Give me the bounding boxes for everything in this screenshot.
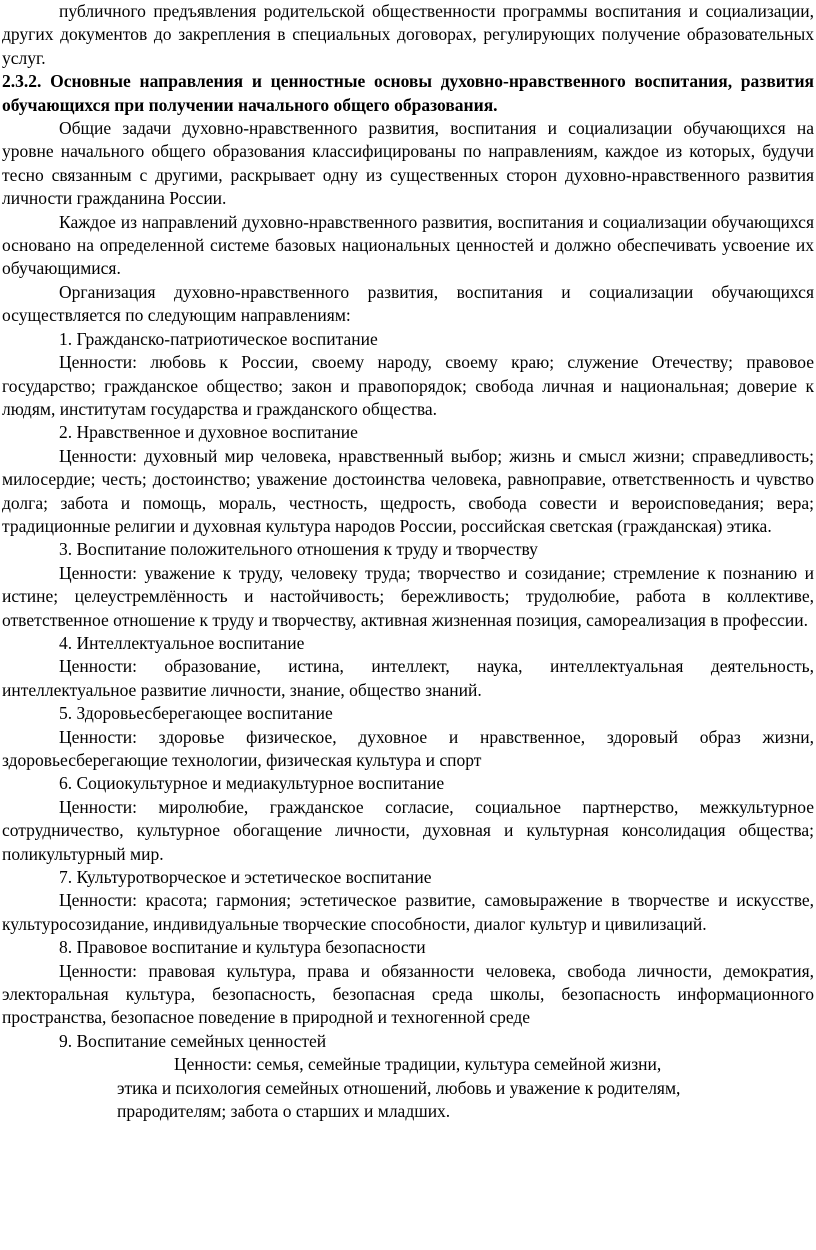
- section-heading: 2.3.2. Основные направления и ценностные основы духовно-нравственного воспитания, развития обучающихся при получении начального общего образования.: [2, 71, 814, 115]
- body-paragraph: Организация духовно-нравственного развития, воспитания и социализации обучающихся осуществляется по следующим направлениям:: [2, 281, 814, 326]
- direction-values: Ценности: правовая культура, права и обязанности человека, свобода личности, демократия, электоральная культура, безопасность, безопасная среда школы, безопасность информационного пространства, безопасное поведение в природной и техногенной среде: [2, 960, 814, 1028]
- direction-title: 8. Правовое воспитание и культура безопасности: [59, 937, 426, 958]
- direction-title: 4. Интеллектуальное воспитание: [59, 632, 305, 653]
- body-paragraph: Общие задачи духовно-нравственного развития, воспитания и социализации обучающихся на уровне начального общего образования классифицированы по направлениям, каждое из которых, будучи тесно связанным с другими, раскрывает одну из существенных сторон духовно-нравственного развития личности гражданина России.: [2, 118, 814, 209]
- direction-values: Ценности: красота; гармония; эстетическое развитие, самовыражение в творчестве и искусстве, культуросозидание, индивидуальные творческие способности, диалог культур и цивилизаций.: [2, 890, 814, 934]
- direction-values: Ценности: любовь к России, своему народу, своему краю; служение Отечеству; правовое государство; гражданское общество; закон и правопорядок; свобода личная и национальная; доверие к людям, институтам государства и гражданского общества.: [2, 352, 814, 419]
- direction-values: Ценности: семья, семейные традиции, культура семейной жизни, этика и психология семейных отношений, любовь и уважение к родителям, прародителям; забота о старших и младших.: [117, 1054, 681, 1122]
- intro-paragraph: публичного предъявления родительской общественности программы воспитания и социализации, других документов до закрепления в специальных договорах, регулирующих получение образовательных услуг.: [2, 1, 814, 68]
- direction-title: 7. Культуротворческое и эстетическое воспитание: [59, 867, 432, 888]
- direction-values: Ценности: духовный мир человека, нравственный выбор; жизнь и смысл жизни; справедливость; милосердие; честь; достоинство; уважение достоинства человека, равноправие, ответственность и чувство долга; забота и помощь, мораль, честность, щедрость, свобода совести и вероисповедания; вера; традиционные религии и духовная культура народов России, российская светская (гражданская) этика.: [2, 445, 814, 536]
- direction-title: 5. Здоровьесберегающее воспитание: [59, 703, 333, 724]
- body-paragraph: Каждое из направлений духовно-нравственного развития, воспитания и социализации обучающихся основано на определенной системе базовых национальных ценностей и должно обеспечивать усвоение их обучающимися.: [2, 211, 814, 279]
- direction-values: Ценности: образование, истина, интеллект, наука, интеллектуальная деятельность, интеллектуальное развитие личности, знание, общество знаний.: [2, 656, 814, 700]
- direction-values: Ценности: уважение к труду, человеку труда; творчество и созидание; стремление к познанию и истине; целеустремлённость и настойчивость; бережливость; трудолюбие, работа в коллективе, ответственное отношение к труду и творчеству, активная жизненная позиция, самореализация в профессии.: [2, 562, 814, 630]
- direction-title: 1. Гражданско-патриотическое воспитание: [59, 328, 378, 349]
- direction-title: 2. Нравственное и духовное воспитание: [59, 422, 358, 443]
- direction-title: 6. Социокультурное и медиакультурное воспитание: [59, 773, 445, 794]
- direction-values: Ценности: здоровье физическое, духовное и нравственное, здоровый образ жизни, здоровьесберегающие технологии, физическая культура и спорт: [2, 726, 814, 770]
- direction-title: 3. Воспитание положительного отношения к труду и творчеству: [59, 539, 538, 560]
- direction-values: Ценности: миролюбие, гражданское согласие, социальное партнерство, межкультурное сотрудничество, культурное обогащение личности, духовная и культурная консолидация общества; поликультурный мир.: [2, 796, 814, 864]
- direction-title: 9. Воспитание семейных ценностей: [59, 1030, 327, 1051]
